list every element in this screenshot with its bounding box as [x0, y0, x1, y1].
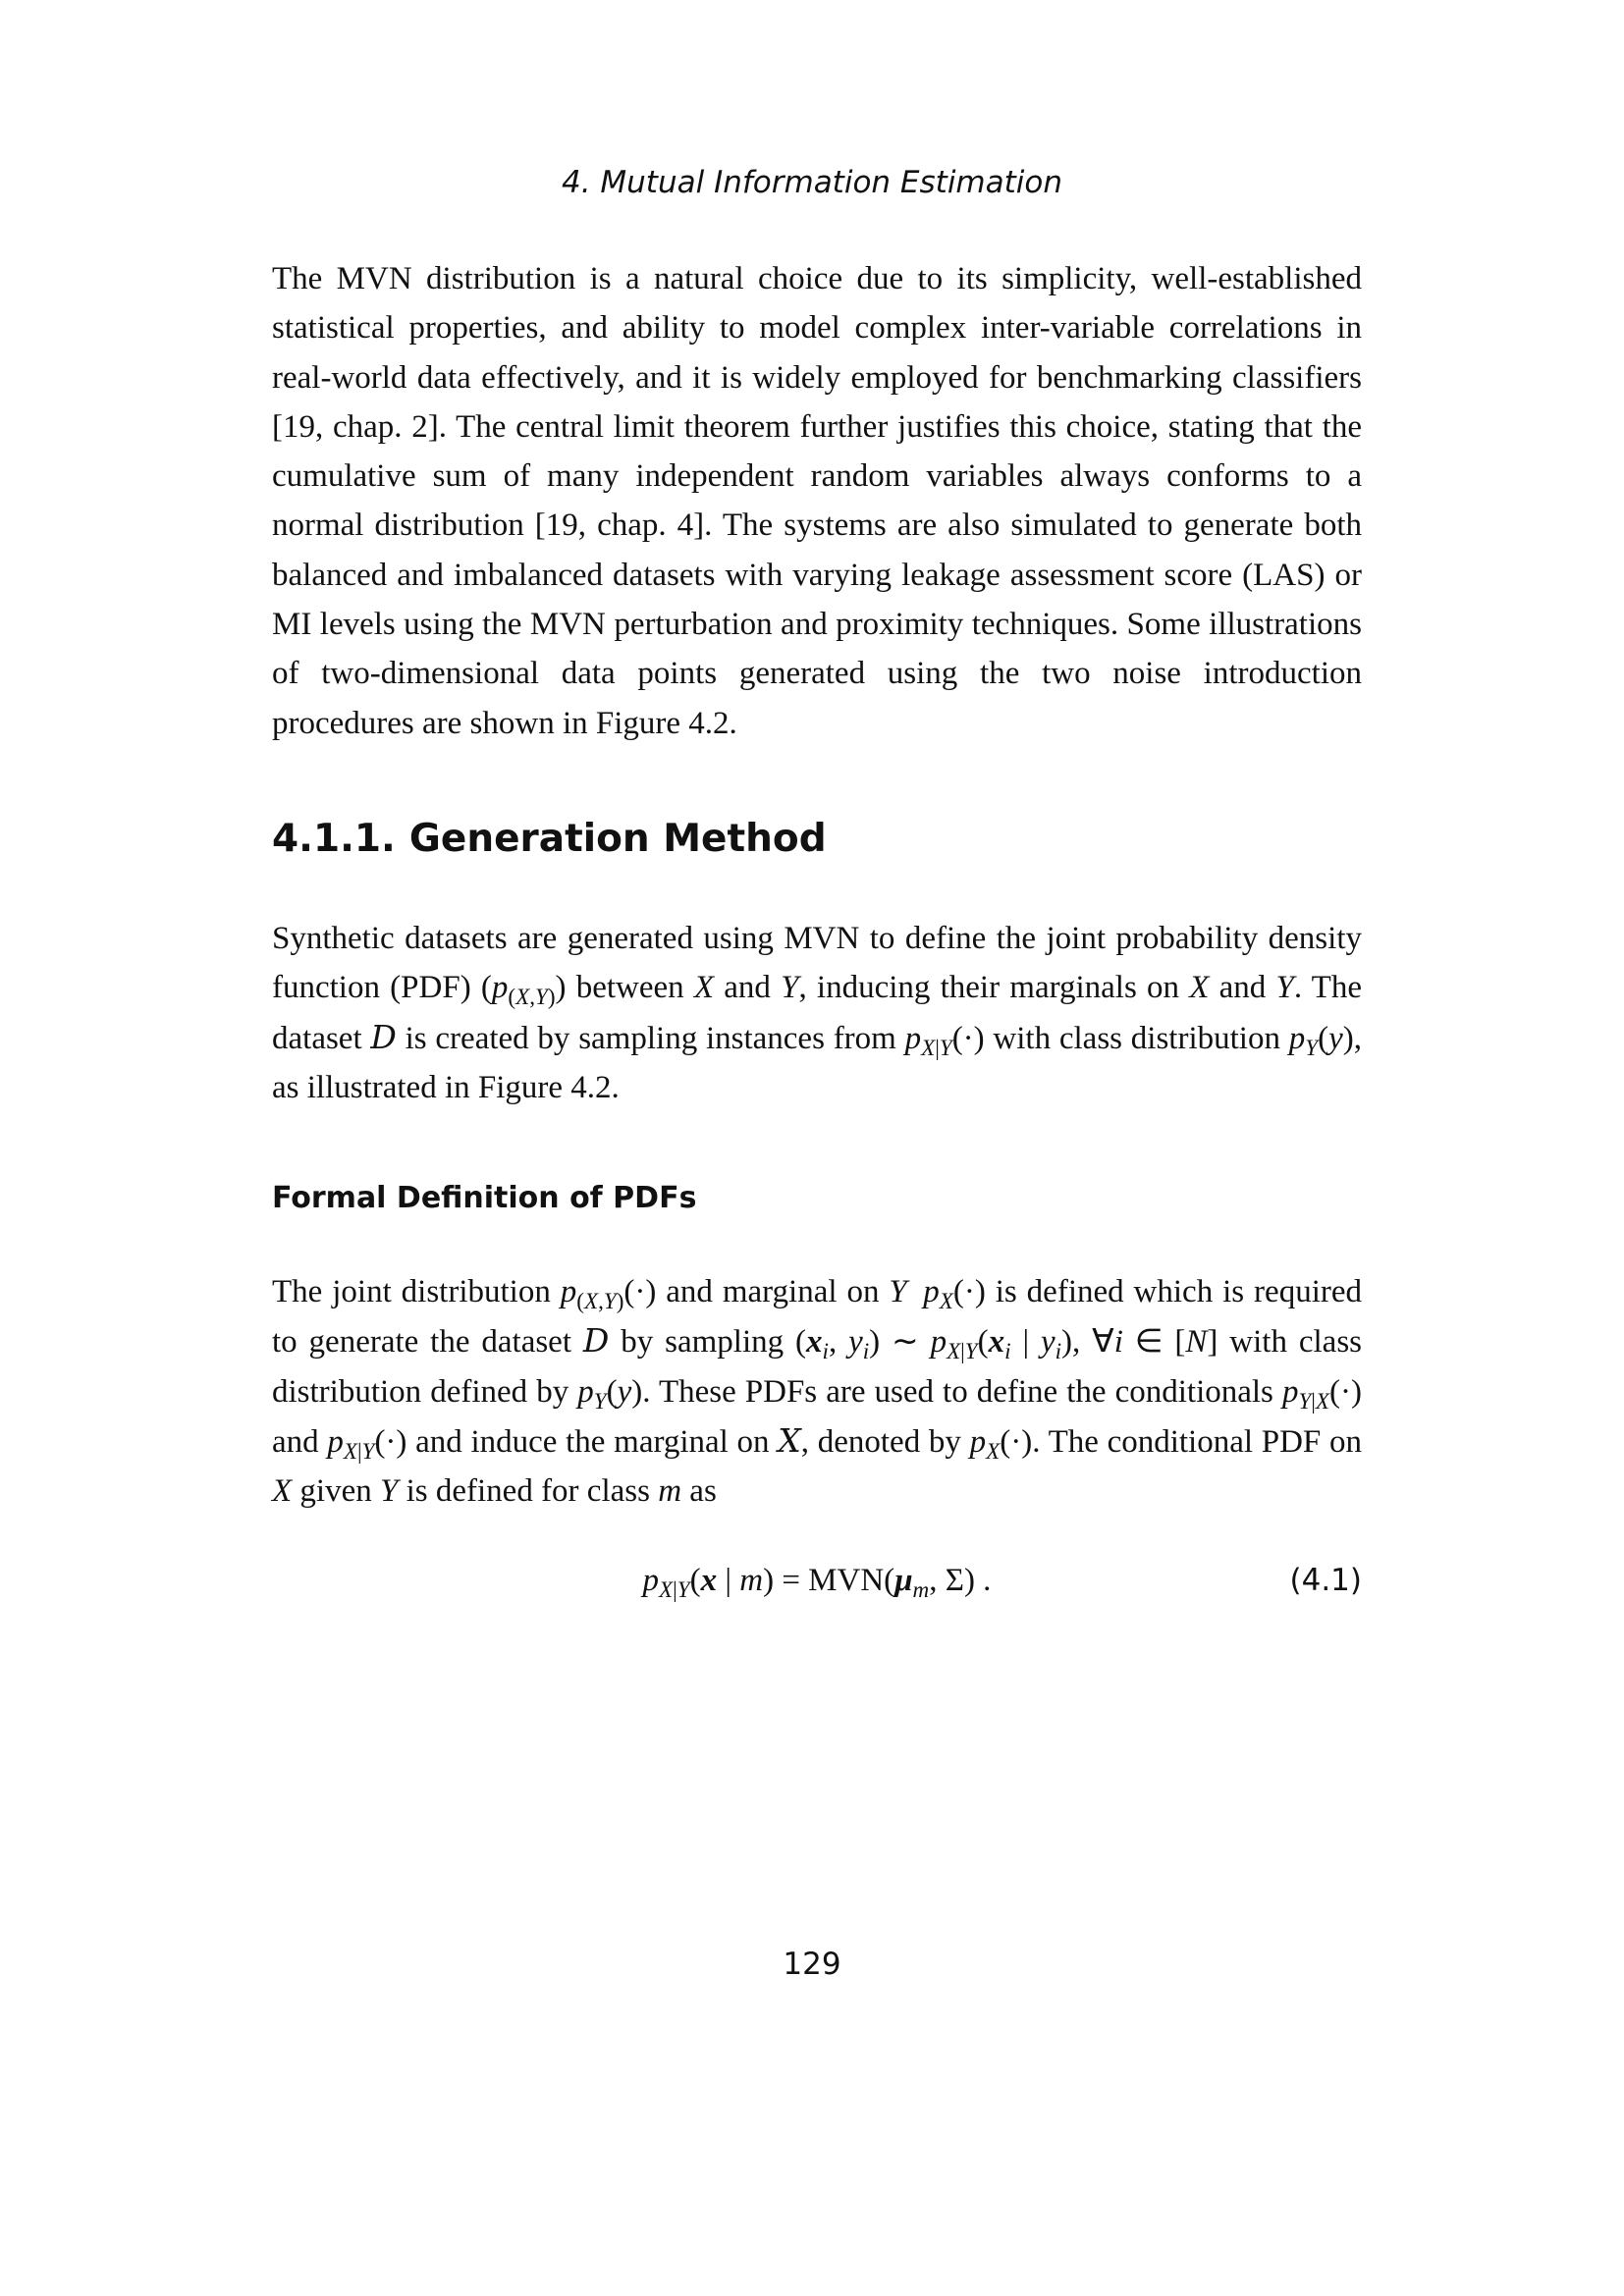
section-heading: [272, 817, 827, 861]
math-conditional-pdf: $p_{X|Y}(\cdot)$: [904, 1020, 985, 1060]
math-var-x: X: [272, 1473, 293, 1510]
math-joint-pdf: $p_{(X,Y)}$: [491, 970, 556, 1010]
text-run: and: [1209, 970, 1276, 1006]
math-dataset-symbol: D: [582, 1321, 610, 1361]
math-class-distribution: $p_Y(y)$: [577, 1373, 643, 1414]
section-title: Generation Method: [408, 817, 827, 861]
text-run: is defined which is required to generate the dataset: [272, 1274, 1362, 1361]
text-run: , inducing their marginals on: [798, 970, 1190, 1006]
math-conditional-x-given-y: $p_{X|Y}(\cdot)$: [327, 1423, 407, 1464]
equation-number: (4.1): [1289, 1563, 1362, 1598]
text-run: , denoted by: [800, 1423, 970, 1460]
text-run: Synthetic datasets are generated using MVN to define the joint probability density function (PDF) (: [272, 921, 1362, 1006]
math-conditional-y-given-x: $p_{Y|X}(\cdot)$: [1281, 1373, 1362, 1414]
text-run: given: [292, 1473, 380, 1510]
running-head: 4. Mutual Information Estimation: [561, 165, 1063, 200]
math-var-y: Y: [781, 970, 799, 1006]
text-run: The joint distribution: [272, 1274, 561, 1309]
math-joint-distribution: $p_{(X,Y)}(\cdot)$: [560, 1274, 657, 1313]
text-run: is defined for class: [398, 1473, 659, 1510]
text-run: . The conditional PDF on: [1032, 1423, 1362, 1460]
text-run: ) between: [555, 970, 694, 1006]
math-sampling-expression: ($x_i$, $y_i$) ∼ $p_{X|Y}(x_i$ | $y_i$), ∀i ∈ [N]: [795, 1324, 1218, 1364]
text-run: and: [272, 1423, 328, 1460]
text-run: . The dataset: [272, 970, 1362, 1056]
math-class-m: m: [658, 1473, 682, 1510]
text-run: . These PDFs are used to define the conditionals: [642, 1373, 1282, 1410]
paragraph-formal-definition: [272, 1267, 1362, 1516]
math-var-y: Y: [1275, 970, 1294, 1006]
math-input-space-symbol: X: [778, 1420, 801, 1460]
math-var-x: X: [693, 970, 715, 1006]
equation-4-1: [272, 1556, 1362, 1607]
math-var-y: Y: [380, 1473, 399, 1510]
text-run: and: [714, 970, 782, 1006]
math-dataset-symbol: D: [370, 1017, 397, 1056]
text-run: with class distribution: [984, 1020, 1289, 1056]
subsection-heading: Formal Definition of PDFs: [272, 1181, 697, 1215]
page-number: 129: [783, 1947, 841, 1982]
math-class-distribution: $p_Y(y)$: [1288, 1020, 1354, 1060]
paragraph-mvn-motivation: [272, 254, 1362, 748]
equation-body: $p_{X|Y}(x$ | $m) = MVN(\mu_m$, Σ) .: [642, 1563, 992, 1602]
paragraph-text: The MVN distribution is a natural choice due to its simplicity, well-established statistical properties, and ability to model complex inter-variable correlations in real-world data effectively, and it is widely employed for benchmarking classifiers [19, chap. 2]. The central limit theorem further justifies this choice, stating that the cumulative sum of many independent random variables always conforms to a normal distribution [19, chap. 4]. The systems are also simulated to generate both balanced and imbalanced datasets with varying leakage assessment score (LAS) or MI levels using the MVN perturbation and proximity techniques. Some illustrations of two-dimensional data points generated using the two noise introduction procedures are shown in Figure 4.2.: [272, 261, 1362, 741]
section-number: 4.1.1.: [272, 817, 396, 861]
text-run: with class distribution defined by: [272, 1324, 1363, 1410]
paragraph-generation-method: [272, 914, 1362, 1112]
text-run: is created by sampling instances from: [396, 1020, 905, 1056]
text-run: and marginal on: [656, 1274, 890, 1309]
text-run: and induce the marginal on: [406, 1423, 779, 1460]
text-run: by sampling: [609, 1324, 796, 1361]
text-run: as: [681, 1473, 717, 1510]
text-run: , as illustrated in Figure 4.2.: [272, 1020, 1362, 1105]
math-marginal-y: Y $p_X(\cdot)$: [889, 1274, 986, 1313]
math-var-x: X: [1189, 970, 1210, 1006]
math-marginal-x: $p_X(\cdot)$: [969, 1423, 1033, 1464]
